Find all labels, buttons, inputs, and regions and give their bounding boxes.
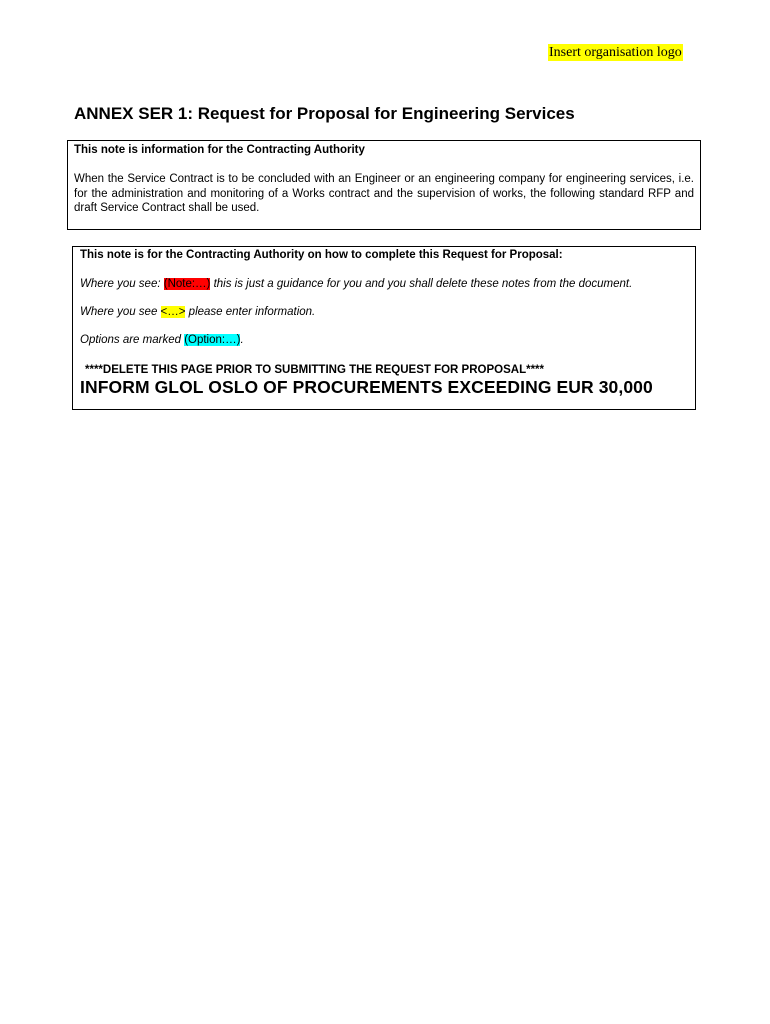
option-suffix: . xyxy=(240,334,244,346)
option-instruction xyxy=(80,333,688,347)
info-box-body: When the Service Contract is to be concluded with an Engineer or an engineering company for engineering services, i.e. for the administration and monitoring of a Works contract and the supervision of works, the following standard RFP and draft Service Contract shall be used. xyxy=(74,173,694,214)
option-marker: (Option:…) xyxy=(184,334,241,346)
contracting-authority-info-box xyxy=(67,140,701,230)
page-title: ANNEX SER 1: Request for Proposal for Engineering Services xyxy=(74,104,575,123)
option-prefix: Options are marked xyxy=(80,334,185,346)
delete-page-instruction: ****DELETE THIS PAGE PRIOR TO SUBMITTING THE REQUEST FOR PROPOSAL**** xyxy=(85,364,544,376)
note-instruction xyxy=(80,277,688,291)
inform-procurement-instruction: INFORM GLOL OSLO OF PROCUREMENTS EXCEEDING EUR 30,000 xyxy=(80,377,653,397)
enter-prefix: Where you see xyxy=(80,306,161,318)
enter-suffix: please enter information. xyxy=(185,306,316,318)
note-marker: (Note:…) xyxy=(163,278,211,290)
enter-info-instruction xyxy=(80,305,688,319)
organisation-logo-placeholder: Insert organisation logo xyxy=(549,45,682,60)
completion-instructions-box xyxy=(72,246,696,410)
note-prefix: Where you see: xyxy=(80,278,164,290)
enter-marker: <…> xyxy=(160,306,186,318)
note-suffix: this is just a guidance for you and you shall delete these notes from the document. xyxy=(210,278,633,290)
instructions-heading: This note is for the Contracting Authority on how to complete this Request for Proposal: xyxy=(80,249,563,261)
info-box-heading: This note is information for the Contracting Authority xyxy=(74,144,365,156)
